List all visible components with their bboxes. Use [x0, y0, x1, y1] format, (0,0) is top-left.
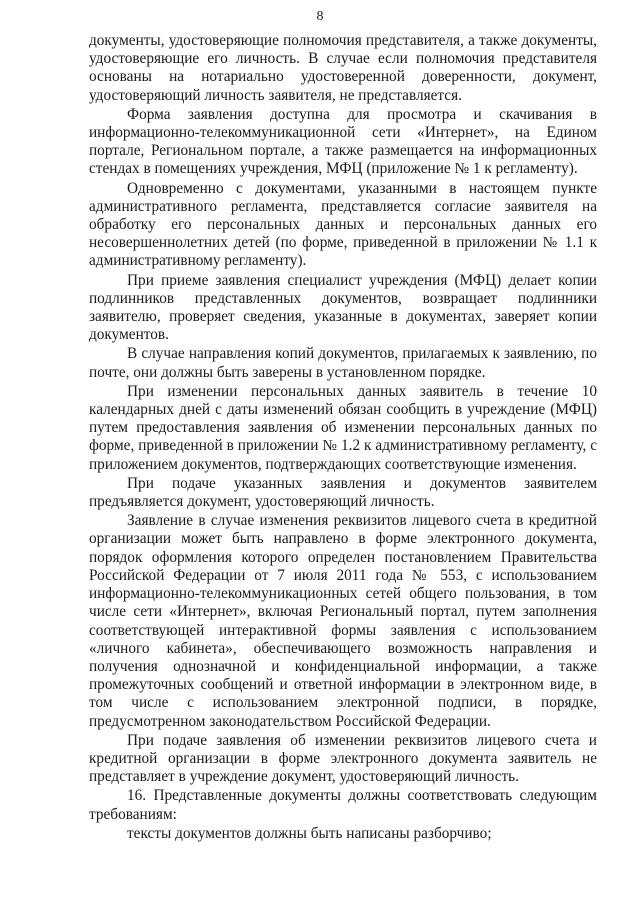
paragraph-identity-document: При подаче указанных заявления и документов заявителем предъявляется документ, удостоверяющий личность.	[89, 474, 597, 511]
paragraph-legible-text: тексты документов должны быть написаны разборчиво;	[127, 824, 492, 842]
paragraph-mail-copies: В случае направления копий документов, прилагаемых к заявлению, по почте, они должны быть заверены в установленном порядке.	[89, 345, 597, 381]
paragraph-electronic-application: Заявление в случае изменения реквизитов лицевого счета в кредитной организации может быть направлено в форме электронного документа, порядок оформления которого определен постановлением Правительства Российской Федерации от 7 июля 2011 года № 553, с использованием информационно-телекоммуникационных сетей общего пользования, в том числе сети «Интернет», включая Региональный портал, путем заполнения соответствующей интерактивной формы заявления с использованием «личного кабинета», обеспечивающего возможность направления и получения однозначной и конфиденциальной информации, а также промежуточных сообщений и ответной информации в электронном виде, в том числе с использованием электронной подписи, в порядке, предусмотренном законодательством Российской Федерации.	[89, 512, 597, 730]
page-number: 8	[316, 9, 324, 24]
document-body	[89, 32, 597, 843]
paragraph-copies: При приеме заявления специалист учреждения (МФЦ) делает копии подлинников представленных документов, возвращает подлинники заявителю, проверяет сведения, указанные в документах, заверяет копии документов.	[89, 271, 597, 344]
paragraph-representative-documents: документы, удостоверяющие полномочия представителя, а также документы, удостоверяющие его личность. В случае если полномочия представителя основаны на нотариально удостоверенной доверенности, документ, удостоверяющий личность заявителя, не представляется.	[89, 32, 597, 104]
paragraph-personal-data-change: При изменении персональных данных заявитель в течение 10 календарных дней с даты изменений обязан сообщить в учреждение (МФЦ) путем предоставления заявления об изменении персональных данных по форме, приведенной в приложении № 1.2 к административному регламенту, с приложением документов, подтверждающих соответствующие изменения.	[89, 382, 597, 473]
paragraph-section-16: 16. Представленные документы должны соответствовать следующим требованиям:	[89, 787, 597, 823]
paragraph-consent: Одновременно с документами, указанными в настоящем пункте административного регламента, представляется согласие заявителя на обработку его персональных данных и персональных данных его несовершеннолетних детей (по форме, приведенной в приложении № 1.1 к административному регламенту).	[89, 179, 597, 270]
paragraph-application-form: Форма заявления доступна для просмотра и скачивания в информационно-телекоммуникационной сети «Интернет», на Едином портале, Региональном портале, а также размещается на информационных стендах в помещениях учреждения, МФЦ (приложение № 1 к регламенту).	[89, 105, 597, 178]
paragraph-electronic-no-identity: При подаче заявления об изменении реквизитов лицевого счета и кредитной организации в форме электронного документа заявитель не представляет в учреждение документ, удостоверяющий личность.	[89, 731, 597, 786]
